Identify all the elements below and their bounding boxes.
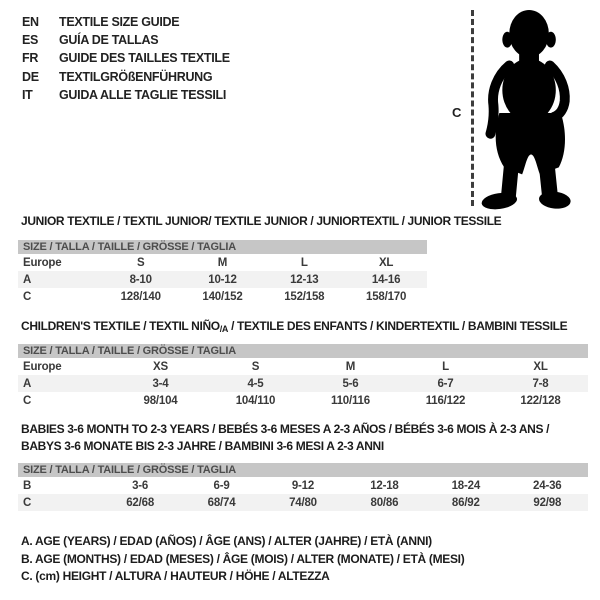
size-cell: 98/104 [143, 394, 178, 407]
baby-silhouette [477, 6, 595, 210]
footnote-a: A. AGE (YEARS) / EDAD (AÑOS) / ÂGE (ANS) / ALTER (JAHRE) / ETÀ (ANNI) [21, 534, 432, 548]
row-label: Europe [23, 256, 62, 269]
language-code: IT [22, 87, 33, 102]
size-cell: 68/74 [207, 496, 236, 509]
size-cell: L [300, 256, 308, 269]
size-cell: XS [153, 360, 168, 373]
table-row [18, 271, 427, 288]
size-cell: S [251, 360, 260, 373]
size-cell: 86/92 [451, 496, 480, 509]
babies-title-line1: BABIES 3-6 MONTH TO 2-3 YEARS / BEBÉS 3-6 MESES A 2-3 AÑOS / BÉBÉS 3-6 MOIS À 2-3 ANS / [21, 422, 550, 436]
footnote-b: B. AGE (MONTHS) / EDAD (MESES) / ÂGE (MOIS) / ALTER (MONATE) / ETÀ (MESI) [21, 551, 465, 566]
size-cell: 74/80 [289, 496, 317, 509]
children-title-subscript: /A [219, 324, 229, 334]
size-cell: 128/140 [120, 290, 161, 303]
footnotes [21, 533, 464, 586]
table-row [18, 358, 588, 375]
size-cell: 4-5 [247, 377, 264, 390]
table-row [18, 288, 427, 305]
row-label: C [23, 290, 32, 303]
size-cell: 80/86 [370, 496, 399, 509]
size-cell: 7-8 [532, 377, 549, 390]
children-size-table [18, 344, 588, 409]
size-cell: L [442, 360, 449, 373]
size-cell: 158/170 [366, 290, 407, 303]
language-code: EN [22, 15, 39, 29]
table-row [18, 494, 588, 511]
size-cell: 3-6 [132, 479, 149, 492]
row-label: A [23, 273, 32, 286]
size-cell: 6-7 [437, 377, 454, 390]
row-label: C [23, 496, 32, 509]
size-cell: 104/110 [235, 394, 276, 407]
size-cell: 6-9 [213, 479, 230, 492]
size-cell: S [136, 256, 145, 269]
row-label: B [23, 479, 32, 492]
language-row-en [22, 13, 230, 31]
size-cell: 3-4 [152, 377, 169, 390]
size-cell: XL [378, 256, 394, 269]
row-label: C [23, 394, 32, 407]
size-cell: 24-36 [533, 479, 562, 492]
junior-size-table [18, 240, 427, 305]
language-row-es [22, 31, 230, 49]
language-label: TEXTILE SIZE GUIDE [59, 15, 180, 29]
table-row [18, 392, 588, 409]
language-row-fr [22, 49, 230, 67]
size-cell: 140/152 [202, 290, 243, 303]
size-cell: 12-13 [290, 273, 319, 286]
language-code: ES [22, 33, 39, 48]
size-cell: 152/158 [284, 290, 325, 303]
language-label: GUÍA DE TALLAS [59, 33, 159, 48]
language-title-list [22, 13, 230, 104]
size-cell: M [217, 256, 228, 269]
size-cell: 18-24 [451, 479, 481, 492]
children-table-title [21, 319, 567, 334]
size-cell: 92/98 [533, 496, 562, 509]
language-code: DE [22, 69, 39, 84]
height-measure-dashed-line [471, 10, 474, 206]
language-row-de [22, 68, 230, 86]
row-label: Europe [23, 360, 62, 373]
size-cell: 8-10 [129, 273, 152, 286]
size-cell: 9-12 [291, 479, 315, 492]
size-cell: M [345, 360, 356, 373]
size-cell: 110/116 [331, 394, 370, 407]
language-label: GUIDA ALLE TAGLIE TESSILI [59, 87, 227, 102]
language-label: TEXTILGRÖßENFÜHRUNG [59, 69, 213, 84]
size-header-bar: SIZE / TALLA / TAILLE / GRÖSSE / TAGLIA [18, 344, 588, 358]
row-label: A [23, 377, 32, 390]
babies-table-title [21, 421, 549, 454]
height-measure-label: C [452, 105, 462, 120]
size-header-bar: SIZE / TALLA / TAILLE / GRÖSSE / TAGLIA [18, 463, 588, 477]
size-cell: XL [533, 360, 548, 373]
table-row [18, 375, 588, 392]
children-title-part: CHILDREN'S TEXTILE / TEXTIL NIÑO [21, 319, 220, 333]
language-label: GUIDE DES TAILLES TEXTILE [59, 51, 230, 66]
size-header-bar: SIZE / TALLA / TAILLE / GRÖSSE / TAGLIA [18, 240, 427, 254]
footnote-c: C. (cm) HEIGHT / ALTURA / HAUTEUR / HÖHE / ALTEZZA [21, 569, 330, 583]
size-cell: 122/128 [520, 394, 561, 407]
size-cell: 116/122 [425, 394, 466, 407]
children-title-part: / TEXTILE DES ENFANTS / KINDERTEXTIL / BAMBINI TESSILE [228, 319, 568, 333]
table-row [18, 254, 427, 271]
babies-title-line2: BABYS 3-6 MONATE BIS 2-3 JAHRE / BAMBINI 3-6 MESI A 2-3 ANNI [21, 438, 384, 453]
size-cell: 62/68 [126, 496, 155, 509]
size-cell: 5-6 [342, 377, 359, 390]
babies-size-table [18, 463, 588, 511]
table-row [18, 477, 588, 494]
language-row-it [22, 86, 230, 104]
size-cell: 12-18 [370, 479, 399, 492]
size-cell: 10-12 [208, 273, 237, 286]
size-cell: 14-16 [371, 273, 401, 286]
language-code: FR [22, 51, 39, 66]
junior-table-title: JUNIOR TEXTILE / TEXTIL JUNIOR/ TEXTILE JUNIOR / JUNIORTEXTIL / JUNIOR TESSILE [21, 214, 502, 228]
